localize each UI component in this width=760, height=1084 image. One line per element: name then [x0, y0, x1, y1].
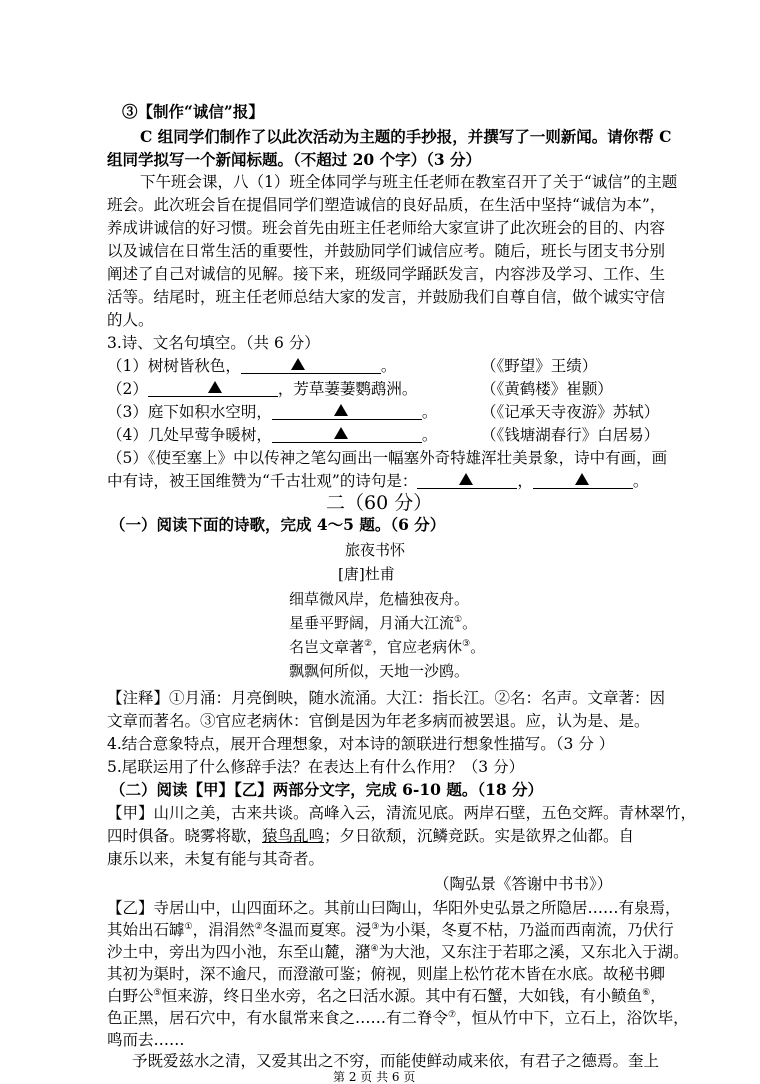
fill-item-text: 。 — [421, 403, 438, 421]
yi-text: ，恒从竹中下，立石上，浴饮毕， — [456, 1009, 689, 1027]
footnote-marker: ⑤ — [153, 987, 162, 998]
fill-source: （《野望》王绩） — [481, 357, 598, 375]
poem-text: 名岂文章著 — [289, 638, 365, 656]
fill-item-5-line2 — [107, 471, 648, 491]
jia-line: 【甲】山川之美，古来共谈。高峰入云，清流见底。两岸石壁，五色交辉。青林翠竹， — [107, 804, 697, 822]
footnote-marker: ④ — [370, 943, 379, 954]
footnote-marker: ② — [364, 639, 373, 649]
yi-text: 白野公 — [107, 987, 154, 1005]
poem-line: 细草微风岸，危樯独夜舟。 — [289, 590, 470, 608]
yi-line: 【乙】寺居山中，山四面环之。其前山曰陶山，华阳外史弘景之所隐居……有泉焉， — [107, 899, 681, 917]
poem-line — [289, 637, 485, 657]
news-line: 班会。此次班会旨在提倡同学们塑造诚信的良好品质，在生活中坚持“诚信为本”， — [107, 196, 666, 214]
yi-last-line: 予既爱兹水之清，又爱其出之不穷，而能使鲜动咸来依，有君子之德焉。奎上 — [132, 1052, 660, 1070]
fill-item-5-line1: （5）《使至塞上》中以传神之笔勾画出一幅塞外奇特雄浑壮美景象，诗中有画，画 — [107, 449, 668, 467]
jia-text: ；夕日欲颓，沉鳞竞跃。实是欲界之仙都。自 — [324, 827, 635, 845]
question-4: 4.结合意象特点，展开合理想象，对本诗的颔联进行想象性描写。（3 分 ） — [107, 735, 615, 753]
fill-source: （《记承天寺夜游》苏轼） — [481, 403, 660, 421]
answer-blank[interactable] — [241, 359, 381, 374]
footnote-marker: ① — [454, 615, 463, 625]
prompt-line: 组同学拟写一个新闻标题。（不超过 20 个字）（3 分） — [107, 150, 482, 169]
section-title: ③【制作“诚信”报】 — [122, 102, 264, 121]
fill-item-text: （1）树树皆秋色， — [107, 357, 241, 375]
part-heading: 二（60 分） — [326, 492, 433, 514]
answer-blank[interactable] — [417, 474, 517, 489]
yi-text: 为小渠，冬夏不枯，乃溢而西南流，乃伏行 — [379, 921, 674, 939]
question-5: 5.尾联运用了什么修辞手法？在表达上有什么作用？（3 分） — [107, 758, 525, 776]
fill-item-4 — [107, 425, 437, 445]
yi-text: ，涓涓然 — [192, 921, 255, 939]
note-line: 文章而著名。③官应老病休：官倒是因为年老多病而被罢退。应，认为是、是。 — [107, 712, 650, 730]
answer-blank[interactable] — [272, 405, 422, 420]
jia-line: 康乐以来，未复有能与其奇者。 — [107, 850, 325, 868]
footnote-marker: ① — [184, 921, 193, 932]
fill-item-text: ， — [517, 472, 533, 490]
footnote-marker: ② — [254, 921, 263, 932]
news-line: 活等。结尾时，班主任老师总结大家的发言，并鼓励我们自尊自信，做个诚实守信 — [107, 288, 666, 306]
fill-item-text: 。 — [380, 357, 397, 375]
fill-item-2 — [107, 379, 417, 399]
triangle-icon — [459, 473, 473, 485]
answer-blank[interactable] — [272, 428, 422, 443]
yi-text: 冬温而夏寒。浸 — [262, 921, 372, 939]
prompt-line: C 组同学们制作了以此次活动为主题的手抄报，并撰写了一则新闻。请你帮 C — [140, 127, 672, 146]
fill-item-text: 。 — [632, 472, 649, 490]
fill-item-text: （4）几处早莺争暖树， — [107, 426, 272, 444]
news-line: 养成讲诚信的好习惯。班会首先由班主任老师给大家宣讲了此次班会的目的、内容 — [107, 219, 666, 237]
answer-blank[interactable] — [148, 382, 278, 397]
answer-blank[interactable] — [533, 474, 633, 489]
page-footer: 第 2 页 共 6 页 — [333, 1070, 416, 1084]
fill-source: （《黄鹤楼》崔颢） — [481, 380, 613, 398]
footnote-marker: ③ — [371, 921, 380, 932]
triangle-icon — [291, 358, 305, 370]
yi-line — [107, 942, 689, 962]
yi-text: 色正黑，居石穴中，有水鼠常来食之……有二脊令 — [107, 1009, 449, 1027]
jia-line — [107, 826, 634, 846]
yi-line — [107, 1008, 689, 1028]
poem-line: 飘飘何所似，天地一沙鸥。 — [289, 662, 470, 680]
subsection-title: （一）阅读下面的诗歌，完成 4～5 题。（6 分） — [110, 515, 446, 534]
news-line: 下午班会课，八（1）班全体同学与班主任老师在教室召开了关于“诚信”的主题 — [140, 173, 678, 191]
fill-item-text: 。 — [421, 426, 438, 444]
yi-text: 其始出石罅 — [107, 921, 185, 939]
news-line: 以及诚信在日常生活的重要性，并鼓励同学们诚信应考。随后，班长与团支书分别 — [107, 242, 666, 260]
yi-line: 鸣而去…… — [107, 1031, 185, 1049]
yi-text: 沙土中，旁出为四小池，东至山麓，潴 — [107, 943, 371, 961]
poem-text: 星垂平野阔，月涌大江流 — [289, 614, 455, 632]
news-line: 的人。 — [107, 311, 154, 329]
yi-text: 恒来游，终日坐水旁，名之曰活水源。其中有石蟹，大如钱，有小鲼鱼 — [161, 987, 643, 1005]
news-line: 阐述了自己对诚信的见解。接下来，班级同学踊跃发言，内容涉及学习、工作、生 — [107, 265, 666, 283]
triangle-icon — [575, 473, 589, 485]
poem-line: 星垂平野阔，月涌大江流①。 — [289, 614, 478, 632]
note-line: 【注释】①月涌：月亮倒映，随水流涌。大江：指长江。②名：名声。文章著：因 — [107, 689, 666, 707]
footnote-marker: ③ — [462, 639, 471, 649]
fill-item-1 — [107, 356, 396, 376]
footnote-marker: ⑥ — [642, 987, 651, 998]
poem-author: [唐]杜甫 — [338, 565, 395, 583]
yi-text: ， — [650, 987, 666, 1005]
yi-text: 为大池，又东注于若耶之溪，又东北入于湖。 — [378, 943, 689, 961]
yi-line: 其初为渠时，深不逾尺，而澄澈可鉴；俯视，则崖上松竹花木皆在水底。故秘书卿 — [107, 965, 666, 983]
fill-source: （《钱塘湖春行》白居易） — [481, 426, 660, 444]
fill-item-text: 中有诗，被王国维赞为“千古壮观”的诗句是： — [107, 472, 418, 490]
fill-item-3 — [107, 402, 437, 422]
poem-title: 旅夜书怀 — [345, 541, 406, 559]
poem-text: ，官应老病休 — [372, 638, 463, 656]
footnote-marker: ⑦ — [448, 1009, 457, 1020]
jia-source: （陶弘景《答谢中书书》） — [434, 875, 613, 893]
yi-line — [107, 920, 674, 940]
question-3-title: 3.诗、文名句填空。（共 6 分） — [107, 334, 320, 352]
triangle-icon — [208, 381, 222, 393]
triangle-icon — [334, 404, 348, 416]
subsection-title: （二）阅读【甲】【乙】两部分文字，完成 6-10 题。（18 分） — [110, 780, 544, 799]
yi-line — [107, 986, 666, 1006]
triangle-icon — [334, 427, 348, 439]
fill-item-text: （3）庭下如积水空明， — [107, 403, 272, 421]
poem-text: 。 — [470, 638, 486, 656]
underlined-phrase: 猿鸟乱鸣 — [262, 827, 325, 845]
fill-item-text: （2） — [107, 380, 148, 398]
fill-item-text: ，芳草萋萋鹦鹉洲。 — [277, 380, 418, 398]
jia-text: 四时俱备。晓雾将歇， — [107, 827, 263, 845]
